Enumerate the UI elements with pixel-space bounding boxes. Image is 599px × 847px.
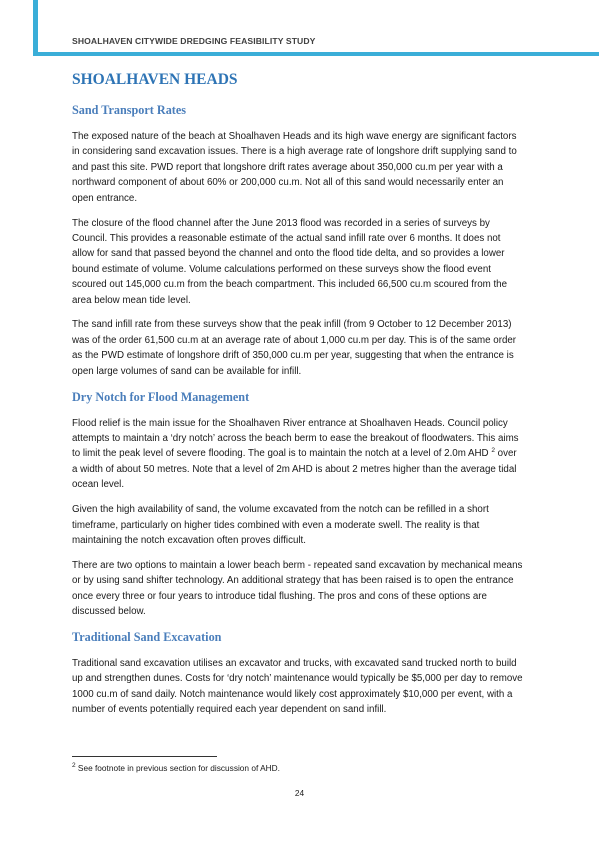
header-accent-bar — [33, 0, 599, 56]
footnote-text: See footnote in previous section for discussion of AHD. — [75, 763, 280, 773]
paragraph: The sand infill rate from these surveys show that the peak infill (from 9 October to 12 December 2013) was of the order 61,500 cu.m at an average rate of about 1,000 cu.m per day. This is of the same order as the PWD estimate of longshore drift of 350,000 cu.m per year, suggesting that when the entrance is open large volumes of sand can be available for infill. — [72, 319, 517, 377]
subsection-heading-traditional-excavation: Traditional Sand Excavation — [72, 629, 222, 644]
footnote-reference: 2 — [491, 447, 495, 455]
paragraph — [72, 416, 524, 493]
footnote-number: 2 — [72, 762, 76, 770]
footnote — [72, 763, 280, 773]
subsection-heading-sand-transport: Sand Transport Rates — [72, 103, 186, 117]
paragraph-text: Flood relief is the main issue for the Shoalhaven River entrance at Shoalhaven Heads. Council policy attempts to maintain a ‘dry notch’ across the beach berm to ease the breakout of floodwaters. This aims to limit the peak level of severe flooding. The goal is to maintain the notch at a level of 2.0m AHD — [72, 417, 519, 460]
section-title: SHOALHAVEN HEADS — [72, 71, 238, 88]
page-number: 24 — [294, 788, 305, 798]
subsection-heading-dry-notch: Dry Notch for Flood Management — [72, 389, 250, 404]
paragraph: The exposed nature of the beach at Shoalhaven Heads and its high wave energy are significant factors in considering sand excavation issues. There is a high average rate of longshore drift supplying sand to and past this site. PWD report that longshore drift rates average about 350,000 cu.m per year with a northward component of about 60% or 200,000 cu.m. Not all of this sand would necessarily enter an open entrance. — [72, 131, 517, 204]
paragraph: There are two options to maintain a lower beach berm - repeated sand excavation by mechanical means or by using sand shifter technology. An additional strategy that has been raised is to open the entrance once every three or four years to introduce tidal flushing. The pros and cons of these options are discussed below. — [72, 559, 523, 618]
paragraph: Given the high availability of sand, the volume excavated from the notch can be refilled in a short timeframe, particularly on higher tides combined with even a moderate swell. The reality is that maintaining the notch excavation often proves difficult. — [72, 504, 489, 546]
paragraph: The closure of the flood channel after the June 2013 flood was recorded in a series of surveys by Council. This provides a reasonable estimate of the actual sand infill rate over 6 months. It does not allow for sand that passed beyond the channel and onto the flood tide delta, and so provides a lower bound estimate of volume. Volume calculations performed on these surveys show the flood event scoured out 145,000 cu.m from the beach compartment. This included 66,500 cu.m scoured from the area below mean tide level. — [72, 217, 508, 306]
footnote-separator — [72, 756, 217, 757]
running-header: SHOALHAVEN CITYWIDE DREDGING FEASIBILITY STUDY — [72, 36, 316, 46]
page-body — [72, 66, 524, 718]
paragraph-text: over a width of about 50 metres. Note that a level of 2m AHD is about 2 metres higher than the average tidal ocean level. — [72, 448, 517, 491]
paragraph: Traditional sand excavation utilises an excavator and trucks, with excavated sand trucked north to build up and strengthen dunes. Costs for ‘dry notch’ maintenance would typically be $5,000 per day to remove 1000 cu.m of sand daily. Notch maintenance would likely cost approximately $10,000 per event, with a number of events potentially required each year dependent on sand infill. — [72, 657, 523, 716]
